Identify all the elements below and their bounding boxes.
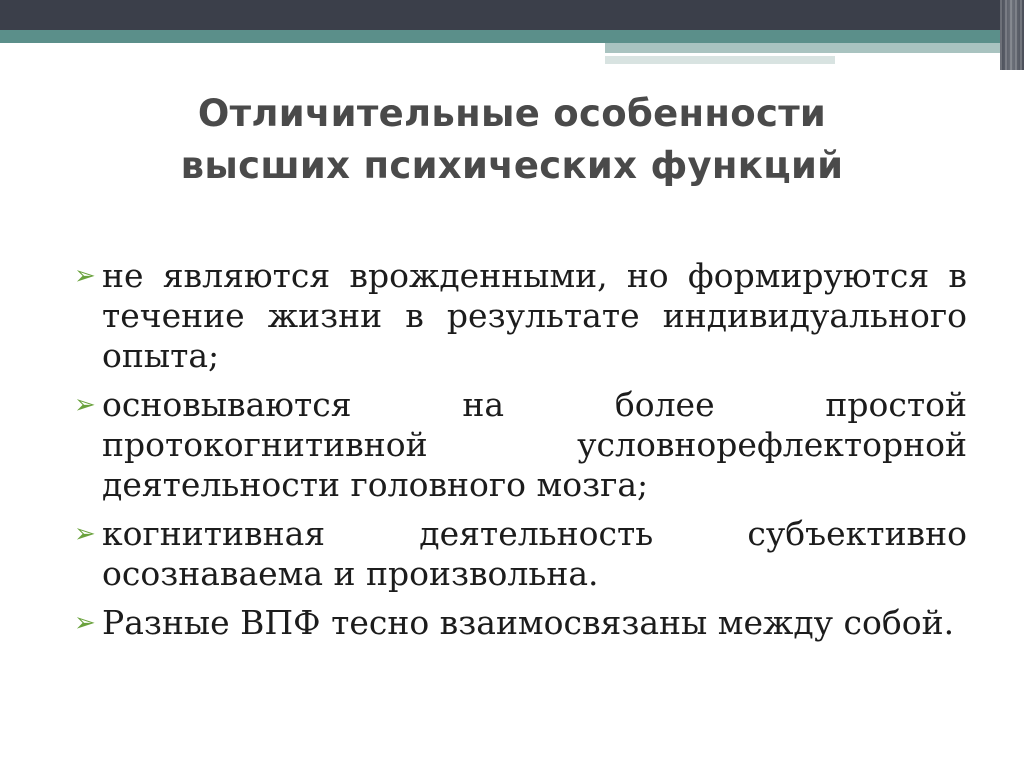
arrow-bullet-icon: ➢ — [74, 519, 96, 549]
header-band-light — [605, 56, 835, 64]
header-band-teal — [0, 30, 1000, 43]
title-line-1: Отличительные особенности — [197, 92, 827, 135]
header-band-accent — [605, 43, 1000, 53]
list-item-text: Разные ВПФ тесно взаимосвязаны между собой. — [102, 603, 955, 642]
list-item — [72, 256, 967, 376]
list-item — [72, 385, 967, 505]
arrow-bullet-icon: ➢ — [74, 261, 96, 291]
page-edge-decoration — [1000, 0, 1024, 70]
list-item — [72, 514, 967, 594]
list-item-text: не являются врожденными, но формируются в течение жизни в результате индивидуального опыта; — [102, 256, 967, 375]
feature-list — [72, 256, 967, 652]
arrow-bullet-icon: ➢ — [74, 390, 96, 420]
list-item-text: основываются на более простой протокогнитивной условнорефлекторной деятельности головного мозга; — [102, 385, 967, 504]
title-line-2: высших психических функций — [180, 144, 844, 187]
slide-title — [60, 88, 964, 192]
list-item — [72, 603, 967, 643]
list-item-text: когнитивная деятельность субъективно осознаваема и произвольна. — [102, 514, 967, 593]
arrow-bullet-icon: ➢ — [74, 608, 96, 638]
header-band-dark — [0, 0, 1000, 30]
